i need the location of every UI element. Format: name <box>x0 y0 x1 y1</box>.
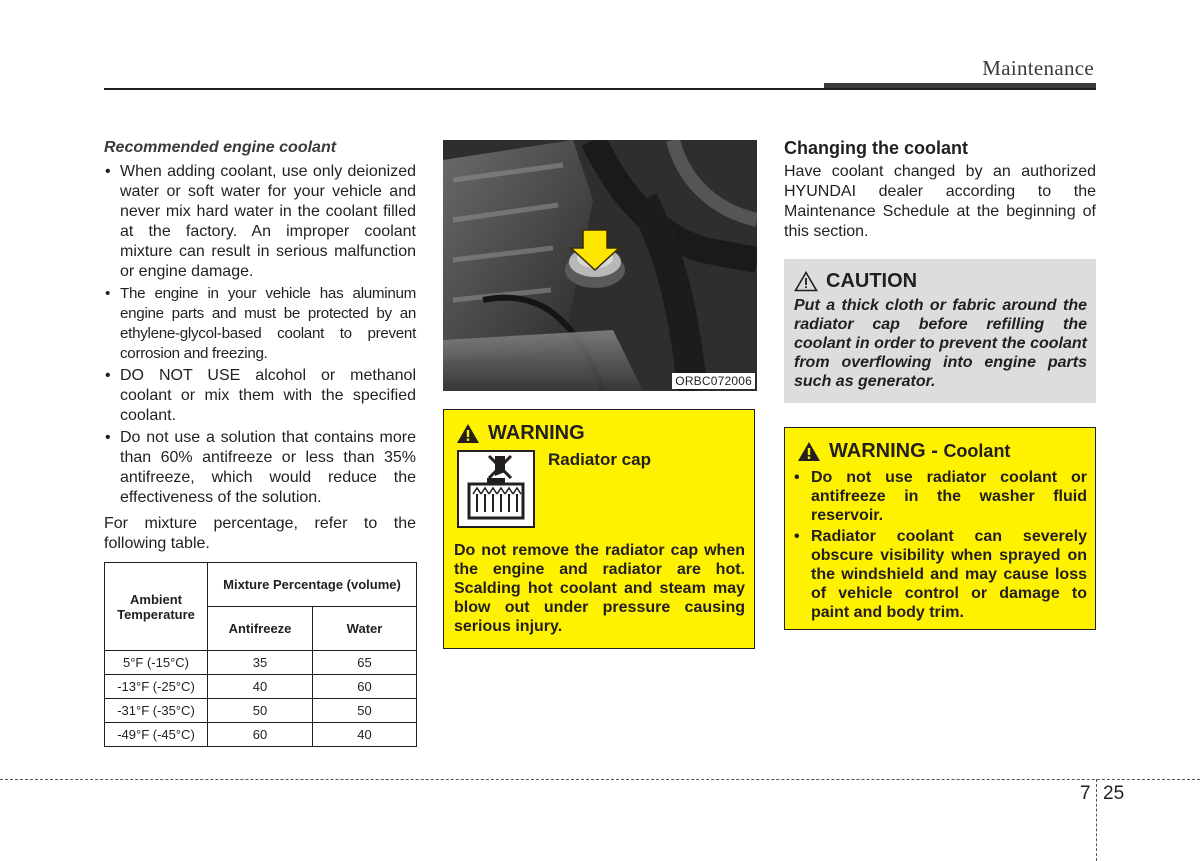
photo-code: ORBC072006 <box>672 373 755 389</box>
warning-coolant-box <box>784 427 1096 630</box>
table-cell-water: 60 <box>313 675 417 699</box>
changing-coolant-heading: Changing the coolant <box>784 138 968 158</box>
table-cell-temp: -49°F (-45°C) <box>105 723 208 747</box>
caution-body: Put a thick cloth or fabric around the radiator cap before refilling the coolant in order to prevent the coolant from overflowing into engine parts such as generator. <box>794 297 1087 390</box>
list-item: • Do not use radiator coolant or antifreeze in the washer fluid reservoir. <box>794 469 1087 524</box>
table-row <box>105 723 417 747</box>
bullet-icon: • <box>105 429 111 446</box>
list-item: • DO NOT USE alcohol or methanol coolant or mix them with the specified coolant. <box>105 367 416 424</box>
bullet-icon: • <box>105 163 111 180</box>
footer-divider <box>1096 779 1097 861</box>
engine-illustration <box>443 140 757 391</box>
hot-radiator-icon <box>459 452 533 526</box>
bullet-icon: • <box>105 285 111 302</box>
table-row <box>105 651 417 675</box>
footer-rule <box>0 779 1200 780</box>
warning-subtitle: Radiator cap <box>548 450 651 469</box>
warning-triangle-icon <box>797 441 821 462</box>
coolant-bullet-list <box>104 162 416 508</box>
table-cell-antifreeze: 35 <box>208 651 313 675</box>
warning-radiator-box <box>443 409 755 649</box>
page-section-title: Maintenance <box>982 56 1094 80</box>
table-row <box>105 699 417 723</box>
left-column <box>104 138 416 554</box>
page-number: 25 <box>1103 783 1125 804</box>
hot-radiator-pictogram <box>457 450 535 528</box>
warning-title-suffix: Coolant <box>943 441 1011 461</box>
list-item: • Radiator coolant can severely obscure visibility when sprayed on the windshield and may cause loss of vehicle control or damage to paint and body trim. <box>794 528 1087 621</box>
table-cell-antifreeze: 50 <box>208 699 313 723</box>
bullet-icon: • <box>105 367 111 384</box>
table-cell-temp: 5°F (-15°C) <box>105 651 208 675</box>
table-header-mixture: Mixture Percentage (volume) <box>208 563 417 607</box>
table-cell-water: 50 <box>313 699 417 723</box>
table-header-ambient: Ambient Temperature <box>105 563 208 651</box>
warning-triangle-icon <box>456 423 480 444</box>
list-item: • Do not use a solution that contains more than 60% antifreeze or less than 35% antifreeze, which would reduce the effectiveness of the solution. <box>105 429 416 506</box>
mixture-note: For mixture percentage, refer to the following table. <box>104 515 416 552</box>
table-cell-temp: -31°F (-35°C) <box>105 699 208 723</box>
warning-title: WARNING - <box>829 440 944 462</box>
warning-coolant-list <box>793 468 1087 624</box>
table-cell-water: 40 <box>313 723 417 747</box>
bullet-icon: • <box>794 469 800 486</box>
chapter-number: 7 <box>1080 783 1091 804</box>
header-rule <box>104 88 1096 90</box>
caution-triangle-icon <box>794 271 818 292</box>
engine-bay-photo <box>443 140 757 391</box>
table-cell-antifreeze: 40 <box>208 675 313 699</box>
table-cell-antifreeze: 60 <box>208 723 313 747</box>
list-item: • When adding coolant, use only deionized water or soft water for your vehicle and never mix hard water in the coolant filled at the factory. An improper coolant mixture can result in serious malfunction or engine damage. <box>105 163 416 280</box>
list-item: • The engine in your vehicle has aluminum engine parts and must be protected by an ethylene-glycol-based coolant to prevent corrosion and freezing. <box>105 285 416 362</box>
warning-title: WARNING <box>488 422 585 444</box>
caution-box <box>784 259 1096 403</box>
table-row <box>105 675 417 699</box>
right-column <box>784 138 1096 242</box>
table-header-water: Water <box>313 607 417 651</box>
caution-title: CAUTION <box>826 270 918 292</box>
recommended-coolant-heading: Recommended engine coolant <box>104 139 337 156</box>
changing-coolant-body: Have coolant changed by an authorized HYUNDAI dealer according to the Maintenance Schedule at the beginning of this section. <box>784 163 1096 240</box>
table-cell-temp: -13°F (-25°C) <box>105 675 208 699</box>
table-header-antifreeze: Antifreeze <box>208 607 313 651</box>
mixture-table <box>104 562 417 747</box>
warning-body: Do not remove the radiator cap when the engine and radiator are hot. Scalding hot coolant and steam may blow out under pressure causing serious injury. <box>454 542 745 635</box>
table-cell-water: 65 <box>313 651 417 675</box>
bullet-icon: • <box>794 528 800 545</box>
